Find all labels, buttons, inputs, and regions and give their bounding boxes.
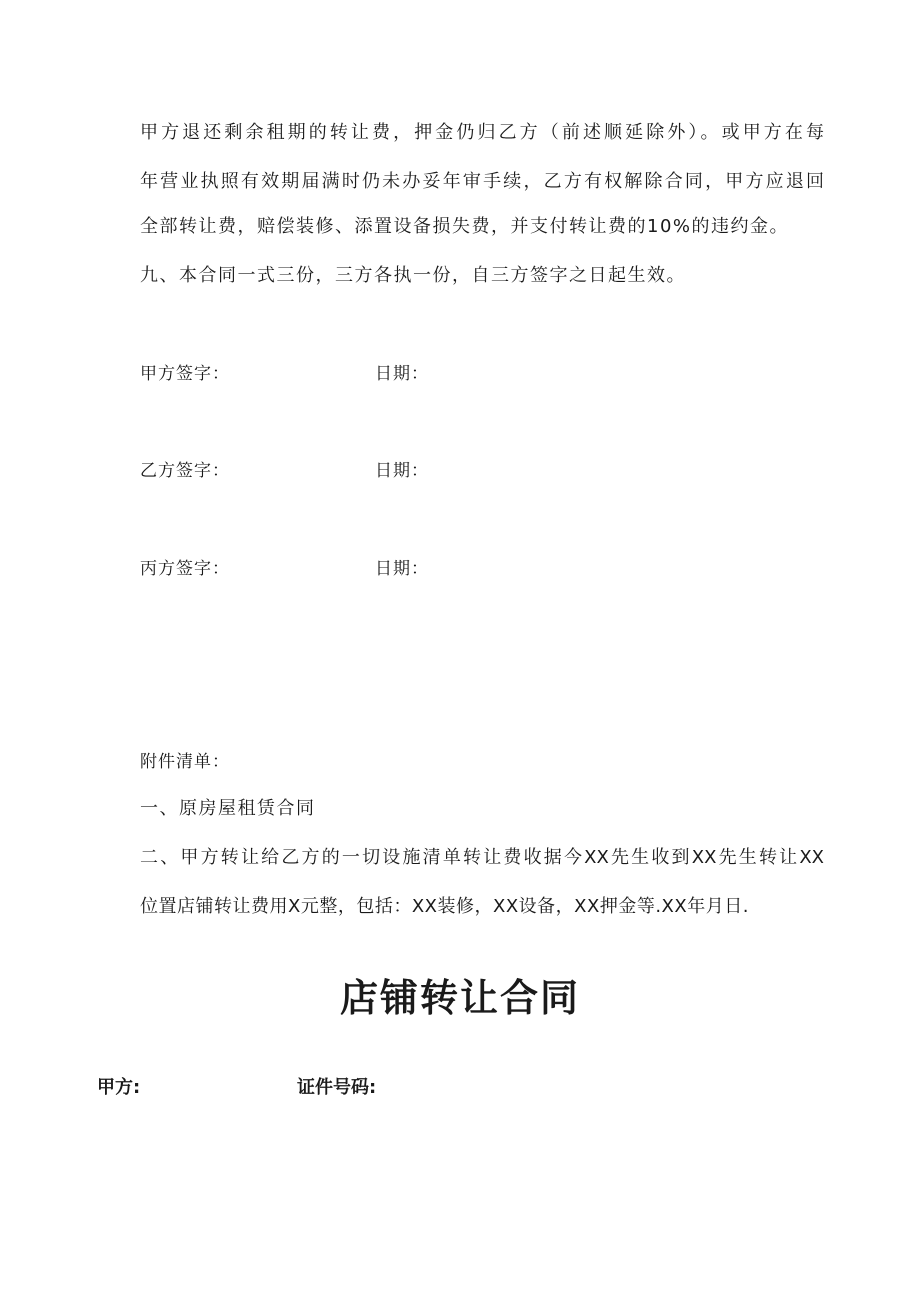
party-c-date-label: 日期： bbox=[375, 559, 429, 579]
paragraph-line-1: 甲方退还剩余租期的转让费，押金仍归乙方（前述顺延除外）。或甲方在每 bbox=[140, 122, 824, 143]
paragraph-line-3: 全部转让费，赔偿装修、添置设备损失费，并支付转让费的10%的违约金。 bbox=[140, 216, 790, 237]
party-a-signature-label: 甲方签字： bbox=[140, 364, 230, 384]
attachments-heading: 附件清单： bbox=[140, 752, 230, 772]
attachment-item-1: 一、原房屋租赁合同 bbox=[140, 798, 316, 819]
attachment-item-2-line-1: 二、甲方转让给乙方的一切设施清单转让费收据今XX先生收到XX先生转让XX bbox=[140, 847, 824, 868]
party-b-signature-label: 乙方签字： bbox=[140, 461, 230, 481]
clause-nine: 九、本合同一式三份，三方各执一份，自三方签字之日起生效。 bbox=[140, 265, 686, 286]
party-a-label: 甲方: bbox=[97, 1077, 141, 1098]
contract-title: 店铺转让合同 bbox=[339, 976, 580, 1020]
paragraph-line-2: 年营业执照有效期届满时仍未办妥年审手续，乙方有权解除合同，甲方应退回 bbox=[140, 171, 824, 192]
party-c-signature-label: 丙方签字： bbox=[140, 559, 230, 579]
party-b-date-label: 日期： bbox=[375, 461, 429, 481]
attachment-item-2-line-2: 位置店铺转让费用X元整，包括：XX装修，XX设备，XX押金等.XX年月日. bbox=[140, 896, 749, 917]
party-a-date-label: 日期： bbox=[375, 364, 429, 384]
id-number-label: 证件号码: bbox=[297, 1077, 377, 1098]
